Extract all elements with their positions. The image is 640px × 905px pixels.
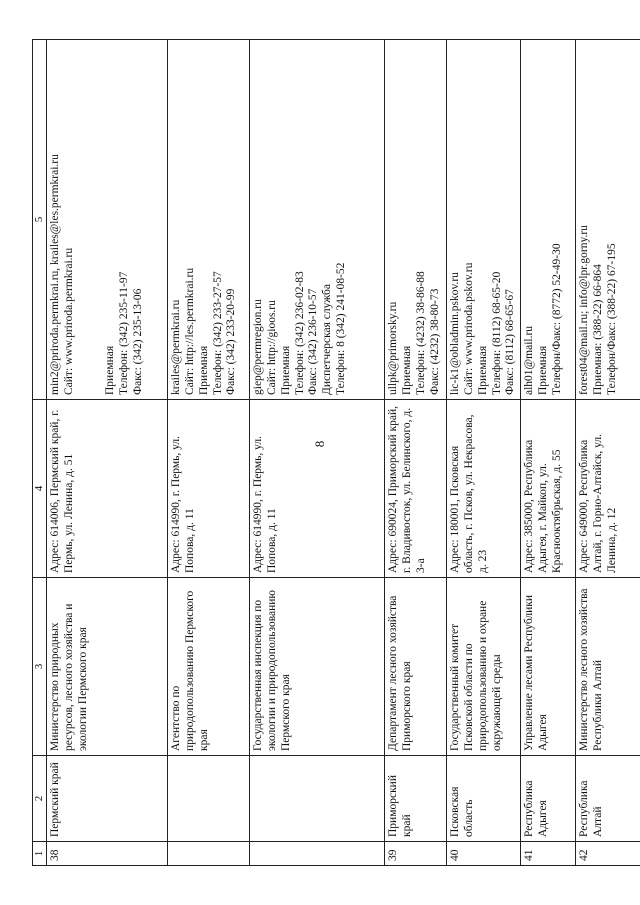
address-cell: Адрес: 614990, г. Пермь, ул. Попова, д. 11 [168,399,250,577]
region-cell [168,755,250,841]
row-number-cell: 42 [576,841,640,865]
contact-line: Телефон: (4232) 38-86-88 [414,270,427,395]
header-row [33,39,47,865]
contact-line: Телефон: (342) 233-27-57 [211,270,224,395]
contact-line: Факс: (342) 236-10-57 [307,288,320,395]
contact-line: Приемная [104,345,117,395]
contact-line: Телефон: 8 (342) 241-08-52 [334,262,347,395]
contact-line: Телефон/Факс: (8772) 52-49-30 [550,242,563,395]
organization-cell: Управление лесами Республики Адыгея [521,577,576,755]
region-cell: Пермский край [47,755,168,841]
contacts-cell [447,39,521,399]
contact-line: Приемная [476,345,489,395]
contact-line: Телефон: (342) 235-11-97 [118,271,131,395]
col-header-1: 1 [33,841,47,865]
table-row [47,39,168,865]
contact-line: Сайт: www.priroda.permkrai.ru [62,247,75,395]
table-row [576,39,640,865]
col-header-2: 2 [33,755,47,841]
table-body [47,39,640,865]
contacts-cell [385,39,447,399]
address-cell: Адрес: 385000, Республика Адыгея, г. Майкоп, ул. Краснооктябрьская, д. 55 [521,399,576,577]
contact-line: Диспетчерская служба [321,283,334,395]
contact-line: Приемная: (388-22) 66-864 [591,263,604,395]
organization-cell: Агентство по природопользованию Пермского края [168,577,250,755]
region-cell [250,755,385,841]
organization-cell: Государственная инспекция по экологии и природопользованию Пермского края [250,577,385,755]
table-row [168,39,250,865]
table-row [250,39,385,865]
row-number-cell: 39 [385,841,447,865]
contact-line [77,44,91,395]
row-number-cell [168,841,250,865]
contact-line: Сайт: http://les.permkrai.ru [183,267,196,395]
region-cell: Республика Адыгея [521,755,576,841]
contact-line: alh01@mail.ru [523,325,536,395]
row-number-cell: 41 [521,841,576,865]
contact-line: ullpk@primorsky.ru [387,301,400,395]
contact-line: Сайт: www.priroda.pskov.ru [462,262,475,395]
organization-cell: Государственный комитет Псковской области по природопользованию и охране окружающей среды [447,577,521,755]
address-cell: Адрес: 690024, Приморский край, г. Владивосток, ул. Белинского, д. 3-а [385,399,447,577]
organization-cell: Министерство лесного хозяйства Республики Алтай [576,577,640,755]
contact-line: Приемная [197,345,210,395]
contacts-cell [521,39,576,399]
region-cell: Приморский край [385,755,447,841]
row-number-cell: 40 [447,841,521,865]
page-number: 8 [312,440,327,448]
region-cell: Псковская область [447,755,521,841]
region-cell: Республика Алтай [576,755,640,841]
contacts-cell [168,39,250,399]
col-header-3: 3 [33,577,47,755]
contacts-cell [250,39,385,399]
contact-line: giep@permregion.ru [252,298,265,395]
address-cell: Адрес: 649000, Республика Алтай, г. Горно-Алтайск, ул. Ленина, д. 12 [576,399,640,577]
contact-line: Приемная [536,345,549,395]
contact-line: Телефон: (342) 236-02-83 [293,270,306,395]
contact-line: Приемная [400,345,413,395]
contact-line: Факс: (4232) 38-80-73 [428,288,441,395]
contact-line: Телефон: (8112) 68-65-20 [490,271,503,395]
contact-line: min2@priroda.permkrai.ru, krailes@les.permkrai.ru [49,153,62,395]
col-header-4: 4 [33,399,47,577]
contact-line: Факс: (342) 233-20-99 [225,288,238,395]
address-cell: Адрес: 180001, Псковская область, г. Псков, ул. Некрасова, д. 23 [447,399,521,577]
organization-cell: Министерство природных ресурсов, лесного хозяйства и экологии Пермского края [47,577,168,755]
address-cell: Адрес: 614006, Пермский край, г. Пермь, ул. Ленина, д. 51 [47,399,168,577]
contact-line: forest04@mail.ru; info@lpr.gorny.ru [578,224,591,395]
contact-line: lic-k1@obladmin.pskov.ru [449,271,462,395]
organizations-table [32,39,640,866]
contact-line: Телефон/Факс: (388-22) 67-195 [605,242,618,395]
col-header-5: 5 [33,39,47,399]
contact-line: Сайт: http://gioos.ru [265,299,278,395]
contacts-cell [576,39,640,399]
contact-line: krailes@permkrai.ru [170,299,183,395]
contact-line: Факс: (8112) 68-65-67 [504,288,517,395]
organization-cell: Департамент лесного хозяйства Приморского края [385,577,447,755]
row-number-cell: 38 [47,841,168,865]
address-cell: Адрес: 614990, г. Пермь, ул. Попова, д. 11 [250,399,385,577]
row-number-cell [250,841,385,865]
rotated-table-container [32,40,618,866]
contact-line: Факс: (342) 235-13-06 [131,288,144,395]
contacts-cell [47,39,168,399]
table-row [385,39,447,865]
contact-line [91,44,105,395]
table-row [521,39,576,865]
contact-line: Приемная [279,345,292,395]
table-row [447,39,521,865]
